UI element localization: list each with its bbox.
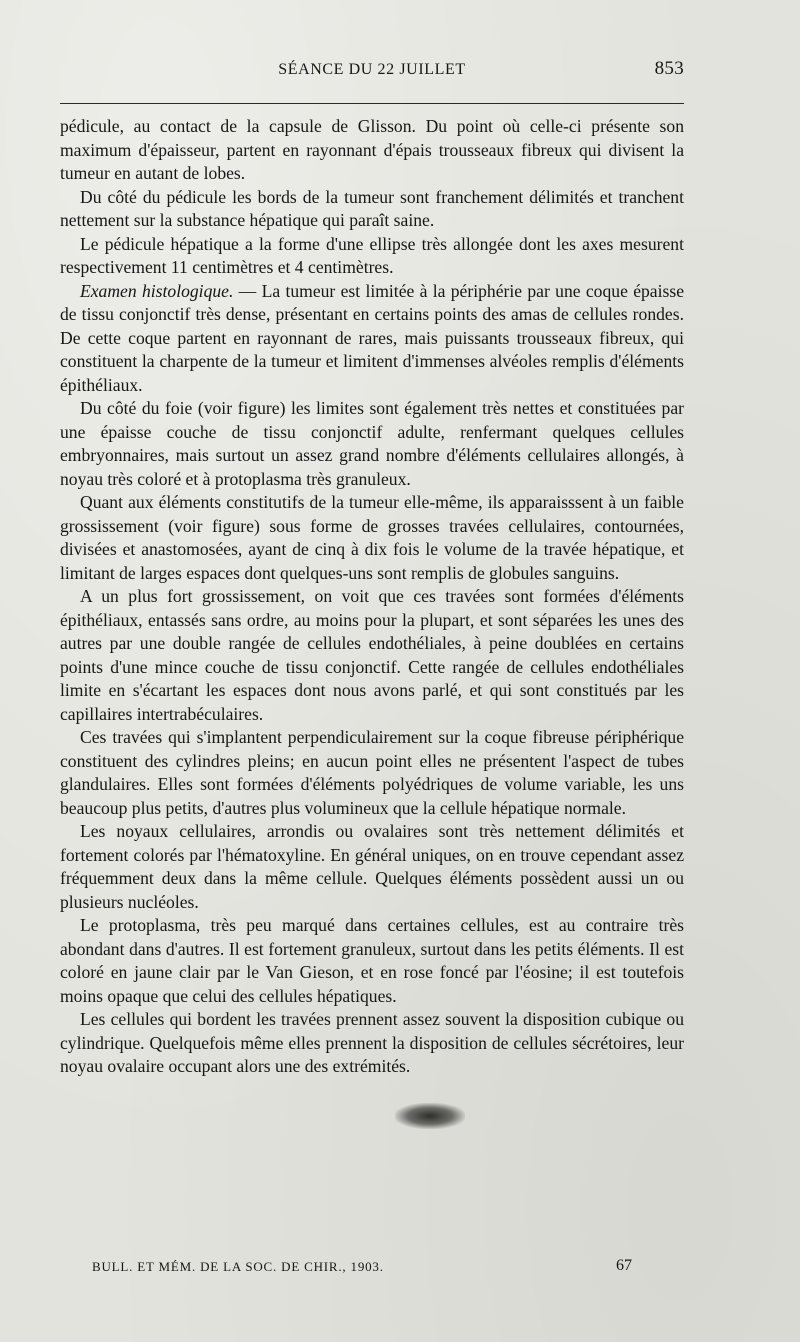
sheet-number: 67: [616, 1257, 632, 1274]
footer-citation: BULL. ET MÉM. DE LA SOC. DE CHIR., 1903.: [92, 1259, 384, 1274]
paragraph: Du côté du pédicule les bords de la tumeur sont franchement délimités et tranchent nettement sur la substance hépatique qui paraît saine.: [60, 186, 684, 230]
paragraph: Ces travées qui s'implantent perpendiculairement sur la coque fibreuse périphérique constituent des cylindres pleins; en aucun point elles ne présentent l'aspect de tubes glandulaires. Elles sont formées d'éléments polyédriques de volume variable, les uns beaucoup plus petits, d'autres plus volumineux que la cellule hépatique normale.: [60, 727, 684, 818]
header-rule: [60, 103, 684, 104]
body-text: [60, 115, 684, 1079]
running-head: [60, 58, 684, 86]
paragraph: Le pédicule hépatique a la forme d'une ellipse très allongée dont les axes mesurent respectivement 11 centimètres et 4 centimètres.: [60, 233, 684, 277]
paragraph: [60, 280, 684, 398]
paragraph: A un plus fort grossissement, on voit que ces travées sont formées d'éléments épithéliaux, entassés sans ordre, au moins pour la plupart, et sont séparées les unes des autres par une double rangée de cellules endothéliales, à peine doublées en certains points d'une mince couche de tissu conjonctif. Cette rangée de cellules endothéliales limite en s'écartant les espaces dont nous avons parlé, et qui sont constitués par les capillaires intertrabéculaires.: [60, 586, 684, 724]
paragraph: Le protoplasma, très peu marqué dans certaines cellules, est au contraire très abondant dans d'autres. Il est fortement granuleux, surtout dans les petits éléments. Il est coloré en jaune clair par le Van Gieson, et en rose foncé par l'éosine; il est toutefois moins opaque que celui des cellules hépatiques.: [60, 915, 684, 1006]
running-title: SÉANCE DU 22 JUILLET: [278, 61, 466, 78]
section-lead: Examen histologique.: [80, 280, 234, 301]
page-number: 853: [654, 58, 684, 79]
paragraph: Les cellules qui bordent les travées prennent assez souvent la disposition cubique ou cylindrique. Quelquefois même elles prennent la disposition de cellules sécrétoires, leur noyau ovalaire occupant alors une des extrémités.: [60, 1009, 684, 1076]
paragraph: Du côté du foie (voir figure) les limites sont également très nettes et constituées par une épaisse couche de tissu conjonctif adulte, renfermant quelques cellules embryonnaires, mais surtout un assez grand nombre d'éléments cellulaires allongés, à noyau très coloré et à protoplasma très granuleux.: [60, 398, 684, 489]
page-footer: [92, 1256, 632, 1278]
ink-smudge: [395, 1103, 465, 1129]
paragraph-text: — La tumeur est limitée à la périphérie par une coque épaisse de tissu conjonctif très dense, présentant en certains points des amas de cellules rondes. De cette coque partent en rayonnant de rares, mais puissants trousseaux fibreux, qui constituent la charpente de la tumeur et limitent d'immenses alvéoles remplis d'éléments épithéliaux.: [60, 280, 684, 395]
paragraph: pédicule, au contact de la capsule de Glisson. Du point où celle-ci présente son maximum d'épaisseur, partent en rayonnant d'épais trousseaux fibreux qui divisent la tumeur en autant de lobes.: [60, 116, 684, 183]
paragraph: Les noyaux cellulaires, arrondis ou ovalaires sont très nettement délimités et fortement colorés par l'hématoxyline. En général uniques, on en trouve cependant assez fréquemment deux dans la même cellule. Quelques éléments possèdent aussi un ou plusieurs nucléoles.: [60, 821, 684, 912]
paragraph: Quant aux éléments constitutifs de la tumeur elle-même, ils apparaisssent à un faible grossissement (voir figure) sous forme de grosses travées cellulaires, contournées, divisées et anastomosées, ayant de cinq à dix fois le volume de la travée hépatique, et limitant de larges espaces dont quelques-uns sont remplis de globules sanguins.: [60, 492, 684, 583]
